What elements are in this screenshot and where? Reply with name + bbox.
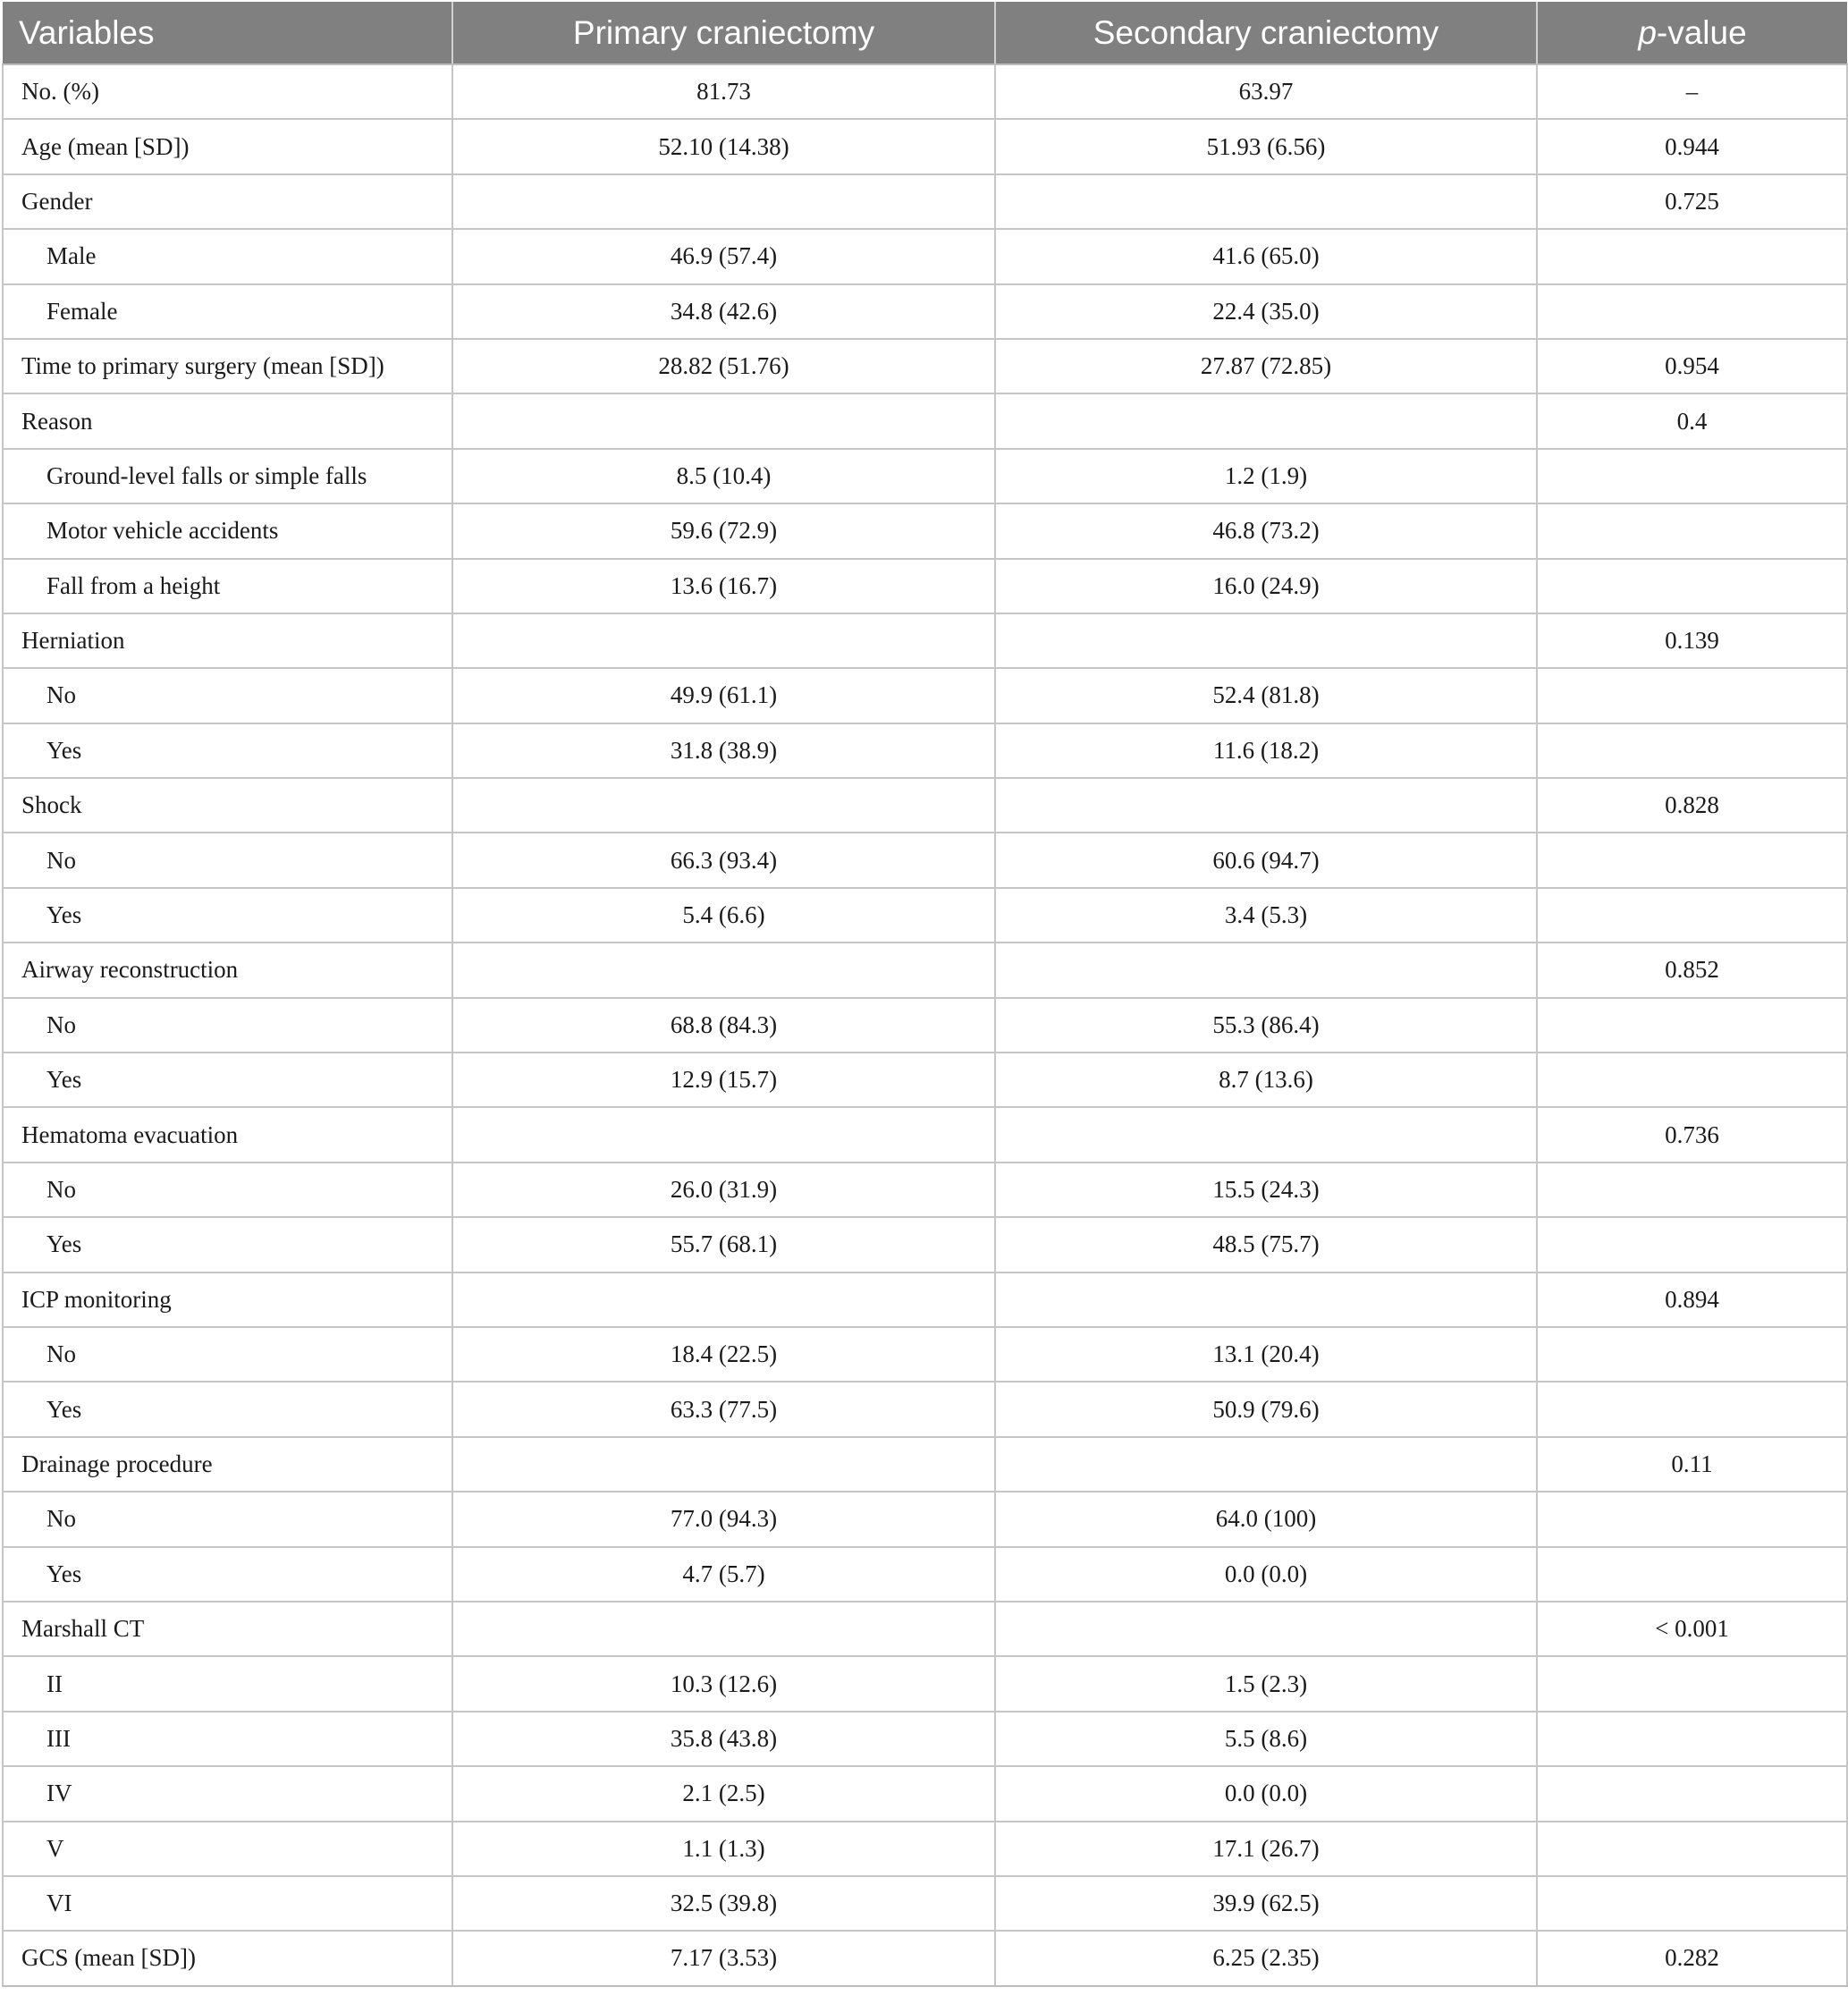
primary-value: 12.9 (15.7) [452,1053,995,1107]
secondary-value: 50.9 (79.6) [995,1382,1537,1436]
p-value: 0.852 [1537,943,1847,997]
secondary-value: 16.0 (24.9) [995,559,1537,613]
row-label: No [3,1492,452,1546]
secondary-value [995,174,1537,229]
p-value [1537,1876,1847,1931]
row-label: No [3,1327,452,1382]
secondary-value [995,1273,1537,1327]
primary-value [452,174,995,229]
row-label: Shock [3,778,452,833]
row-label: ICP monitoring [3,1273,452,1327]
row-label: II [3,1656,452,1711]
table-row [3,1822,1847,1876]
header-secondary-craniectomy: Secondary craniectomy [995,2,1537,64]
table-row [3,888,1847,943]
p-value [1537,1053,1847,1107]
row-label: VI [3,1876,452,1931]
row-label: Drainage procedure [3,1437,452,1492]
table-row [3,119,1847,173]
row-label: Yes [3,1547,452,1602]
secondary-value: 51.93 (6.56) [995,119,1537,173]
p-value: 0.894 [1537,1273,1847,1327]
table-row [3,1931,1847,1985]
primary-value: 31.8 (38.9) [452,723,995,778]
row-label: Age (mean [SD]) [3,119,452,173]
primary-value: 5.4 (6.6) [452,888,995,943]
row-label: Time to primary surgery (mean [SD]) [3,339,452,393]
table-row [3,1273,1847,1327]
p-value [1537,1163,1847,1217]
secondary-value [995,1437,1537,1492]
table-body [3,64,1847,1986]
secondary-value: 13.1 (20.4) [995,1327,1537,1382]
comparison-table [2,2,1848,1987]
primary-value: 63.3 (77.5) [452,1382,995,1436]
row-label: No [3,998,452,1053]
p-value: 0.954 [1537,339,1847,393]
table-row [3,778,1847,833]
header-variables: Variables [3,2,452,64]
table-row [3,613,1847,668]
primary-value [452,1437,995,1492]
primary-value: 2.1 (2.5) [452,1766,995,1821]
secondary-value [995,613,1537,668]
primary-value: 77.0 (94.3) [452,1492,995,1546]
secondary-value [995,778,1537,833]
table-row [3,943,1847,997]
p-value [1537,888,1847,943]
primary-value: 8.5 (10.4) [452,449,995,503]
table-row [3,668,1847,723]
p-value: 0.4 [1537,393,1847,448]
primary-value: 52.10 (14.38) [452,119,995,173]
primary-value: 10.3 (12.6) [452,1656,995,1711]
p-value [1537,1217,1847,1272]
row-label: III [3,1712,452,1766]
table-row [3,1437,1847,1492]
row-label: Male [3,229,452,283]
primary-value: 55.7 (68.1) [452,1217,995,1272]
secondary-value: 48.5 (75.7) [995,1217,1537,1272]
row-label: No. (%) [3,64,452,119]
secondary-value: 55.3 (86.4) [995,998,1537,1053]
table-header [3,2,1847,64]
row-label: Female [3,284,452,339]
p-value: – [1537,64,1847,119]
table-row [3,1656,1847,1711]
p-value: 0.282 [1537,1931,1847,1985]
primary-value: 1.1 (1.3) [452,1822,995,1876]
row-label: Airway reconstruction [3,943,452,997]
row-label: Fall from a height [3,559,452,613]
primary-value [452,778,995,833]
secondary-value: 64.0 (100) [995,1492,1537,1546]
header-p-value [1537,2,1847,64]
table-row [3,1712,1847,1766]
primary-value: 68.8 (84.3) [452,998,995,1053]
secondary-value: 22.4 (35.0) [995,284,1537,339]
row-label: Ground-level falls or simple falls [3,449,452,503]
p-value: 0.725 [1537,174,1847,229]
primary-value: 81.73 [452,64,995,119]
table-row [3,393,1847,448]
p-value [1537,1712,1847,1766]
secondary-value: 1.5 (2.3) [995,1656,1537,1711]
row-label: No [3,668,452,723]
p-value [1537,503,1847,558]
table-row [3,723,1847,778]
primary-value: 32.5 (39.8) [452,1876,995,1931]
p-value: 0.139 [1537,613,1847,668]
primary-value [452,1107,995,1162]
p-value [1537,284,1847,339]
p-value: 0.11 [1537,1437,1847,1492]
p-value [1537,668,1847,723]
header-row [3,2,1847,64]
table-row [3,64,1847,119]
secondary-value: 27.87 (72.85) [995,339,1537,393]
primary-value: 34.8 (42.6) [452,284,995,339]
p-value [1537,723,1847,778]
primary-value: 49.9 (61.1) [452,668,995,723]
secondary-value: 52.4 (81.8) [995,668,1537,723]
primary-value [452,613,995,668]
table-row [3,284,1847,339]
p-value [1537,1656,1847,1711]
secondary-value: 11.6 (18.2) [995,723,1537,778]
secondary-value: 63.97 [995,64,1537,119]
row-label: Yes [3,888,452,943]
secondary-value: 1.2 (1.9) [995,449,1537,503]
p-value: < 0.001 [1537,1602,1847,1656]
primary-value: 4.7 (5.7) [452,1547,995,1602]
secondary-value [995,393,1537,448]
table-row [3,174,1847,229]
p-value [1537,833,1847,887]
secondary-value: 6.25 (2.35) [995,1931,1537,1985]
row-label: IV [3,1766,452,1821]
primary-value: 26.0 (31.9) [452,1163,995,1217]
table-row [3,1217,1847,1272]
primary-value: 46.9 (57.4) [452,229,995,283]
header-p-letter: p [1638,13,1657,51]
p-value [1537,449,1847,503]
p-value [1537,1382,1847,1436]
secondary-value [995,943,1537,997]
table-row [3,339,1847,393]
secondary-value: 0.0 (0.0) [995,1547,1537,1602]
primary-value: 35.8 (43.8) [452,1712,995,1766]
header-p-rest: -value [1656,13,1747,51]
header-primary-craniectomy: Primary craniectomy [452,2,995,64]
table-row [3,1107,1847,1162]
p-value [1537,1766,1847,1821]
row-label: Yes [3,723,452,778]
table-row [3,998,1847,1053]
primary-value [452,393,995,448]
secondary-value [995,1602,1537,1656]
row-label: Yes [3,1382,452,1436]
table-row [3,833,1847,887]
secondary-value: 15.5 (24.3) [995,1163,1537,1217]
secondary-value: 5.5 (8.6) [995,1712,1537,1766]
secondary-value: 3.4 (5.3) [995,888,1537,943]
secondary-value: 46.8 (73.2) [995,503,1537,558]
secondary-value [995,1107,1537,1162]
row-label: Hematoma evacuation [3,1107,452,1162]
primary-value: 7.17 (3.53) [452,1931,995,1985]
row-label: Motor vehicle accidents [3,503,452,558]
p-value [1537,1547,1847,1602]
p-value: 0.736 [1537,1107,1847,1162]
primary-value [452,1602,995,1656]
primary-value: 13.6 (16.7) [452,559,995,613]
row-label: Herniation [3,613,452,668]
secondary-value: 0.0 (0.0) [995,1766,1537,1821]
table-row [3,1053,1847,1107]
table-row [3,1327,1847,1382]
table-row [3,503,1847,558]
secondary-value: 60.6 (94.7) [995,833,1537,887]
primary-value [452,1273,995,1327]
table-row [3,1766,1847,1821]
primary-value: 28.82 (51.76) [452,339,995,393]
secondary-value: 8.7 (13.6) [995,1053,1537,1107]
p-value [1537,229,1847,283]
row-label: No [3,833,452,887]
primary-value: 18.4 (22.5) [452,1327,995,1382]
table-row [3,1492,1847,1546]
row-label: GCS (mean [SD]) [3,1931,452,1985]
secondary-value: 39.9 (62.5) [995,1876,1537,1931]
primary-value [452,943,995,997]
secondary-value: 17.1 (26.7) [995,1822,1537,1876]
table-row [3,1382,1847,1436]
table-row [3,1602,1847,1656]
table-row [3,1163,1847,1217]
row-label: Reason [3,393,452,448]
p-value [1537,1822,1847,1876]
row-label: V [3,1822,452,1876]
p-value: 0.944 [1537,119,1847,173]
p-value [1537,559,1847,613]
primary-value: 66.3 (93.4) [452,833,995,887]
p-value [1537,998,1847,1053]
table-row [3,559,1847,613]
p-value: 0.828 [1537,778,1847,833]
row-label: Yes [3,1217,452,1272]
row-label: No [3,1163,452,1217]
table-row [3,1547,1847,1602]
p-value [1537,1327,1847,1382]
table-row [3,449,1847,503]
primary-value: 59.6 (72.9) [452,503,995,558]
p-value [1537,1492,1847,1546]
row-label: Gender [3,174,452,229]
table-row [3,1876,1847,1931]
table-row [3,229,1847,283]
row-label: Marshall CT [3,1602,452,1656]
secondary-value: 41.6 (65.0) [995,229,1537,283]
row-label: Yes [3,1053,452,1107]
